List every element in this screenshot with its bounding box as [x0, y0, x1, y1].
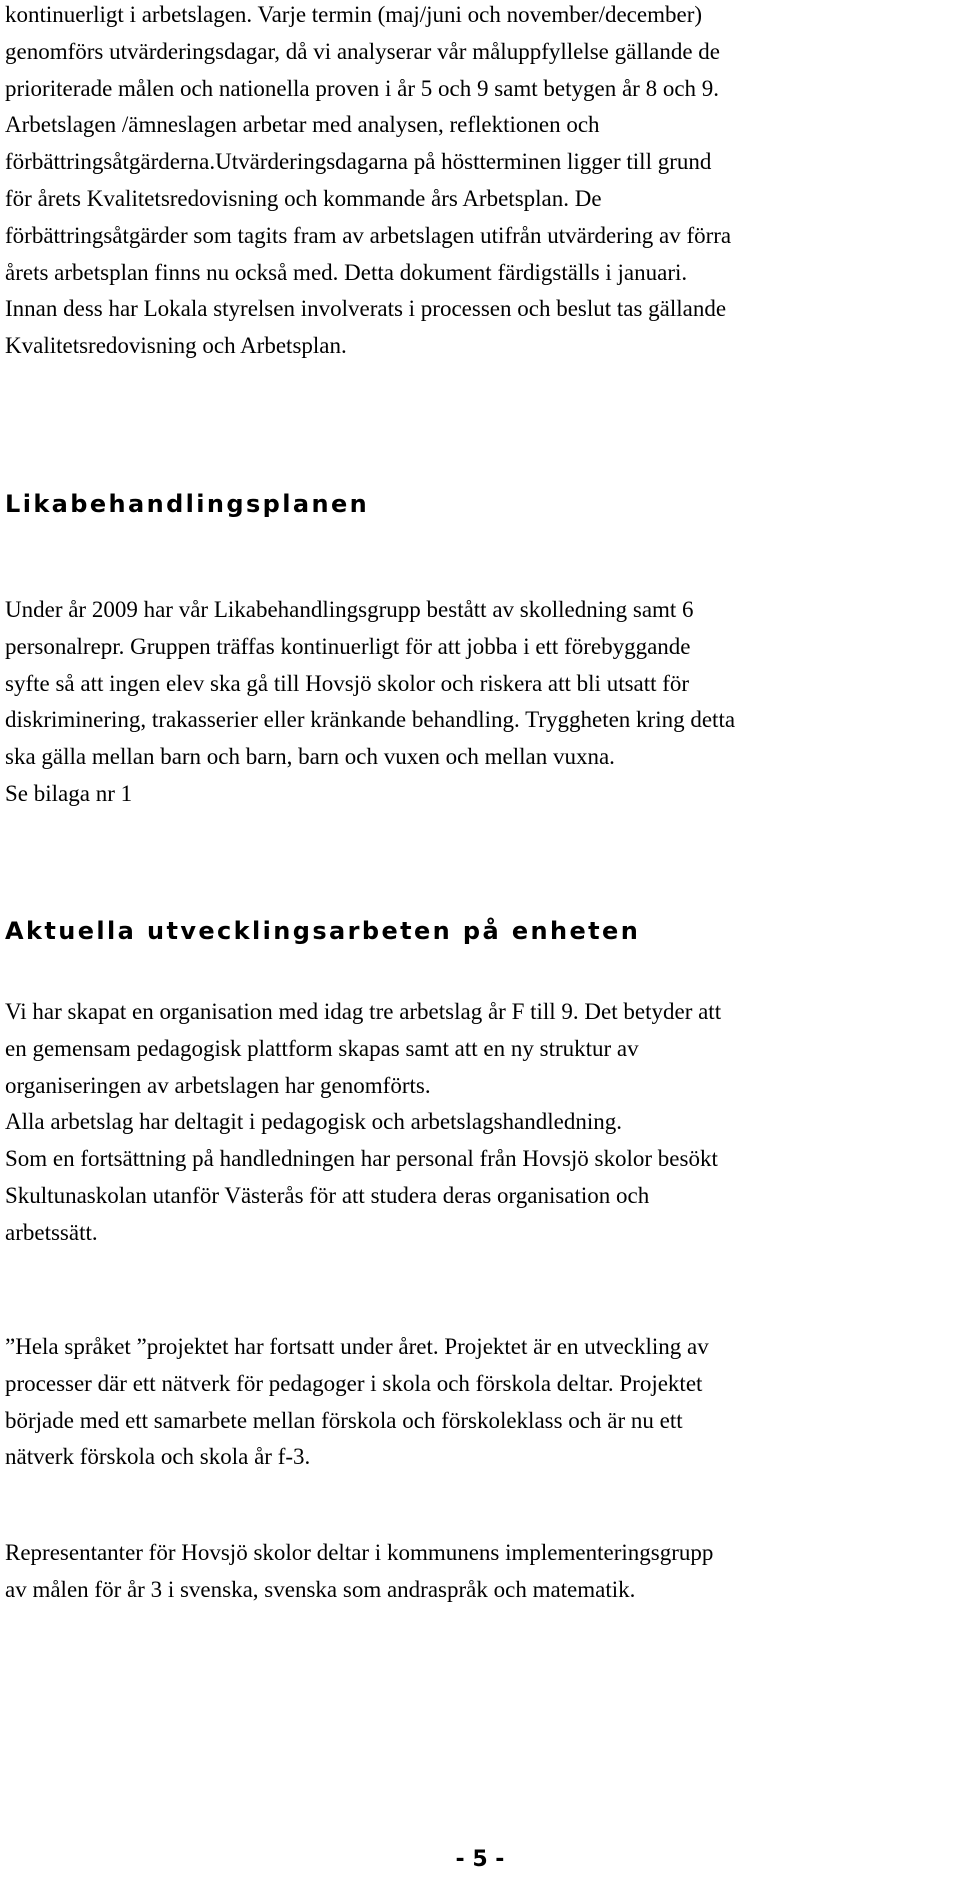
text-line: Innan dess har Lokala styrelsen involverats i processen och beslut tas gällande [5, 296, 727, 322]
text-line: diskriminering, trakasserier eller kränkande behandling. Tryggheten kring detta [5, 707, 736, 733]
text-line: processer där ett nätverk för pedagoger i skola och förskola deltar. Projektet [5, 1370, 703, 1396]
text-line: Kvalitetsredovisning och Arbetsplan. [5, 333, 347, 359]
text-line: Under år 2009 har vår Likabehandlingsgrupp bestått av skolledning samt 6 [5, 597, 694, 622]
text-line: årets arbetsplan finns nu också med. Detta dokument färdigställs i januari. [5, 259, 688, 285]
text-line: nätverk förskola och skola år f-3. [5, 1444, 311, 1470]
utveckling-paragraph-2 [5, 1329, 950, 1476]
text-line: Som en fortsättning på handledningen har personal från Hovsjö skolor besökt [5, 1146, 718, 1172]
page-number: - 5 - [455, 1847, 505, 1872]
text-line: ska gälla mellan barn och barn, barn och vuxen och mellan vuxna. [5, 744, 615, 770]
text-line: en gemensam pedagogisk plattform skapas samt att en ny struktur av [5, 1035, 639, 1061]
likabehandling-paragraph [5, 592, 950, 813]
text-line: förbättringsåtgärderna.Utvärderingsdagarna på höstterminen ligger till grund [5, 149, 712, 175]
text-line: ”Hela språket ”projektet har fortsatt under året. Projektet är en utveckling av [5, 1334, 709, 1359]
text-line: Arbetslagen /ämneslagen arbetar med analysen, reflektionen och [5, 112, 600, 138]
text-line: av målen för år 3 i svenska, svenska som andraspråk och matematik. [5, 1576, 636, 1602]
text-line: prioriterade målen och nationella proven i år 5 och 9 samt betygen år 8 och 9. [5, 75, 720, 101]
section-heading-utveckling: Aktuella utvecklingsarbeten på enheten [5, 917, 641, 945]
text-line: förbättringsåtgärder som tagits fram av arbetslagen utifrån utvärdering av förra [5, 222, 732, 248]
text-line: syfte så att ingen elev ska gå till Hovsjö skolor och riskera att bli utsatt för [5, 670, 690, 696]
text-line: Skultunaskolan utanför Västerås för att studera deras organisation och [5, 1182, 650, 1208]
text-line: organiseringen av arbetslagen har genomförts. [5, 1072, 431, 1098]
intro-paragraph [5, 0, 950, 365]
text-line: för årets Kvalitetsredovisning och kommande års Arbetsplan. De [5, 185, 602, 211]
text-line: Se bilaga nr 1 [5, 780, 133, 806]
utveckling-paragraph-3 [5, 1535, 950, 1609]
section-heading-likabehandling: Likabehandlingsplanen [5, 490, 370, 518]
text-line: personalrepr. Gruppen träffas kontinuerligt för att jobba i ett förebyggande [5, 633, 691, 659]
text-line: genomförs utvärderingsdagar, då vi analyserar vår måluppfyllelse gällande de [5, 38, 720, 64]
text-line: Vi har skapat en organisation med idag tre arbetslag år F till 9. Det betyder att [5, 999, 722, 1024]
text-line: arbetssätt. [5, 1219, 98, 1245]
utveckling-paragraph-1 [5, 994, 950, 1252]
text-line: Alla arbetslag har deltagit i pedagogisk och arbetslagshandledning. [5, 1109, 622, 1135]
text-line: började med ett samarbete mellan förskola och förskoleklass och är nu ett [5, 1407, 683, 1433]
text-line: kontinuerligt i arbetslagen. Varje termin (maj/juni och november/december) [5, 2, 703, 27]
text-line: Representanter för Hovsjö skolor deltar i kommunens implementeringsgrupp [5, 1540, 714, 1565]
